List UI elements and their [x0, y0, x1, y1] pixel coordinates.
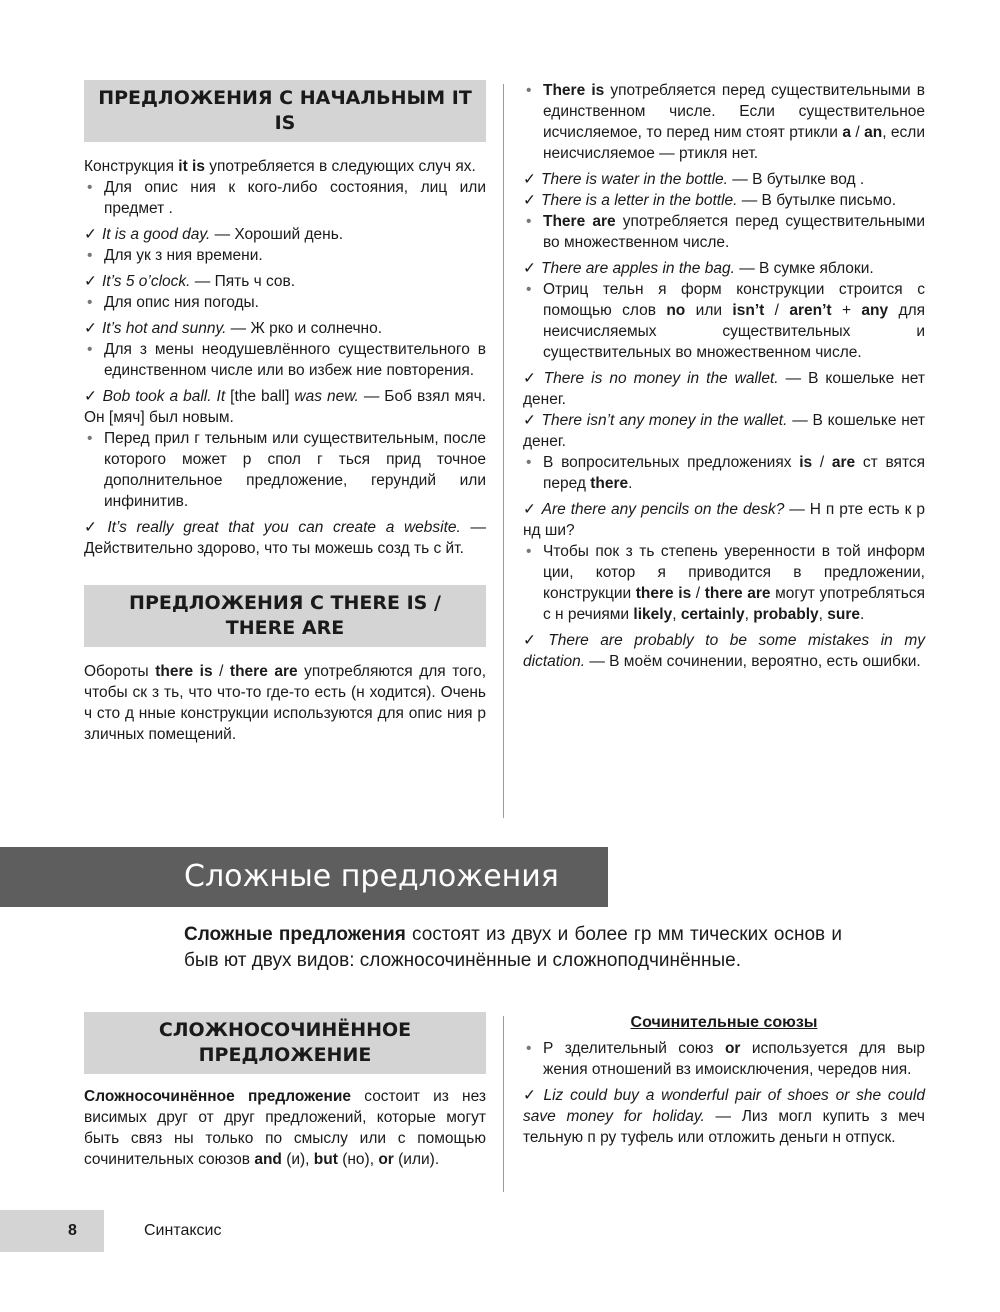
check-icon: ✓ — [523, 171, 536, 188]
list-item: • There are употребляется перед существительными во множественном числе. — [523, 211, 925, 253]
example: ✓ There are probably to be some mistakes in my dictation. — В моём сочинении, вероятно, есть ошибки. — [523, 632, 925, 670]
list-item: • Для з мены неодушевлённого существительного в единственном числе или во избеж ние повторения. — [84, 339, 486, 381]
heading-there-is: ПРЕДЛОЖЕНИЯ С THERE IS / THERE ARE — [84, 585, 486, 647]
example: ✓ It is a good day. — Хороший день. — [84, 226, 344, 243]
list-item: • Для опис ния погоды. — [84, 292, 486, 313]
list-item: • Отриц тельн я форм конструкции строится с помощью слов no или isn’t / aren’t + any для неисчисляемых существительных и существительных во множественном числе. — [523, 279, 925, 363]
example: ✓ There isn’t any money in the wallet. — В кошельке нет денег. — [523, 412, 925, 450]
left-column — [84, 80, 486, 745]
check-icon: ✓ — [84, 320, 97, 337]
section-banner — [0, 847, 608, 907]
intro-there-is: Обороты there is / there are употребляются для того, чтобы ск з ть, что что-то где-то есть (н ходится). Очень ч сто д нные конструкции используются для опис ния р зличных помещений. — [84, 663, 487, 743]
example: ✓ There is water in the bottle. — В бутылке вод . — [523, 171, 865, 188]
check-icon: ✓ — [523, 632, 544, 649]
example: ✓ Liz could buy a wonderful pair of shoes or she could save money for holiday. — Лиз могл купить з меч тельную п ру туфель или отложить деньги н отпуск. — [523, 1087, 925, 1146]
check-icon: ✓ — [523, 412, 537, 429]
example: ✓ Are there any pencils on the desk? — Н п рте есть к р нд ши? — [523, 501, 925, 539]
example: ✓ It’s hot and sunny. — Ж рко и солнечно. — [84, 320, 383, 337]
check-icon: ✓ — [523, 1087, 539, 1104]
example: ✓ There is no money in the wallet. — В кошельке нет денег. — [523, 370, 925, 408]
list-item: • Для опис ния к кого-либо состояния, лиц или предмет . — [84, 177, 486, 219]
list-item: • Для ук з ния времени. — [84, 245, 486, 266]
intro-it-is: Конструкция it is употребляется в следующих случ ях. — [84, 158, 476, 175]
check-icon: ✓ — [523, 192, 536, 209]
check-icon: ✓ — [523, 501, 537, 518]
section-intro: Сложные предложения состоят из двух и более гр мм тических основ и быв ют двух видов: сложносочинённые и сложноподчинённые. — [184, 924, 842, 971]
right-column — [523, 80, 925, 672]
check-icon: ✓ — [84, 273, 97, 290]
check-icon: ✓ — [84, 226, 97, 243]
subheading-conjunctions: Сочинительные союзы — [630, 1014, 818, 1031]
check-icon: ✓ — [523, 370, 539, 387]
section-title: Сложные предложения — [184, 859, 559, 894]
example: ✓ There is a letter in the bottle. — В бутылке письмо. — [523, 192, 897, 209]
page-number-box — [0, 1210, 104, 1252]
page-number: 8 — [68, 1222, 77, 1239]
list-item: • There is употребляется перед существительными в единственном числе. Если существительное исчисляемое, то перед ним стоят ртикли a / an, если неисчисляемое — ртикля нет. — [523, 80, 925, 164]
example: ✓ It’s really great that you can create a website. — Действительно здорово, что ты можешь созд ть с йт. — [84, 519, 486, 557]
list-item: • В вопросительных предложениях is / are ст вятся перед there. — [523, 452, 925, 494]
check-icon: ✓ — [523, 260, 536, 277]
running-footer: Синтаксис — [144, 1222, 222, 1239]
column-divider — [503, 84, 504, 818]
compound-definition: Сложносочинённое предложение состоит из нез висимых друг от друг предложений, которые могут быть связ ны только по смыслу или с помощью сочинительных союзов and (и), but (но), or (или). — [84, 1088, 486, 1168]
list-item: • Перед прил г тельным или существительным, после которого может р спол г ться прид точное дополнительное предложение, герундий или инфинитив. — [84, 428, 486, 512]
right-column-2 — [523, 1012, 925, 1148]
check-icon: ✓ — [84, 388, 98, 405]
column-divider-2 — [503, 1016, 504, 1192]
example: ✓ It’s 5 o’clock. — Пять ч сов. — [84, 273, 296, 290]
example: ✓ Bob took a ball. It [the ball] was new. — Боб взял мяч. Он [мяч] был новым. — [84, 388, 486, 426]
left-column-2 — [84, 1012, 486, 1170]
list-item: • Р зделительный союз or используется для выр жения отношений вз имоисключения, чередов ния. — [523, 1038, 925, 1080]
heading-compound: СЛОЖНОСОЧИНЁННОЕ ПРЕДЛОЖЕНИЕ — [84, 1012, 486, 1074]
example: ✓ There are apples in the bag. — В сумке яблоки. — [523, 260, 874, 277]
check-icon: ✓ — [84, 519, 103, 536]
list-item: • Чтобы пок з ть степень уверенности в той информ ции, котор я приводится в предложении, конструкции there is / there are могут употребляться с н речиями likely, certainly, probably, sure. — [523, 541, 925, 625]
heading-it-is: ПРЕДЛОЖЕНИЯ С НАЧАЛЬНЫМ IT IS — [84, 80, 486, 142]
